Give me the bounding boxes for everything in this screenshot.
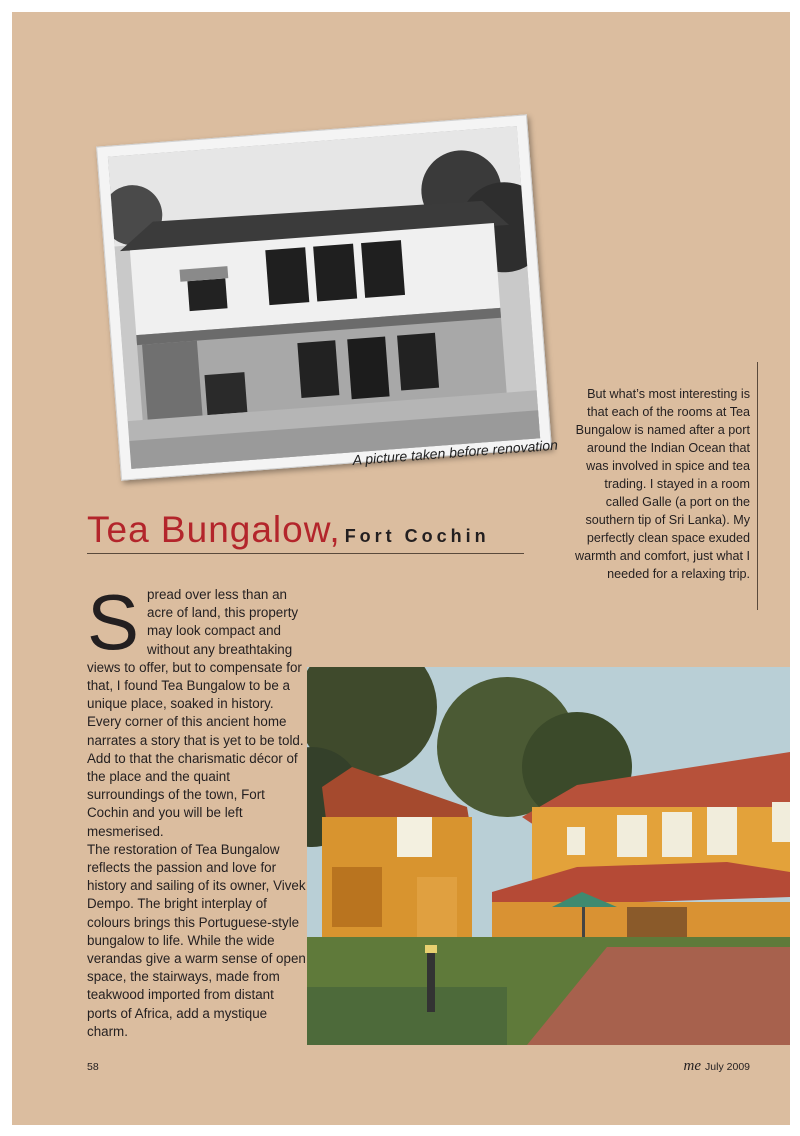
title-main: Tea Bungalow xyxy=(87,509,330,550)
renovated-bungalow-photo xyxy=(307,667,790,1045)
title-underline xyxy=(87,553,524,554)
old-bungalow-illustration xyxy=(108,126,540,469)
drop-cap: S xyxy=(87,578,140,666)
page-number: 58 xyxy=(87,1061,99,1073)
title-location: Fort Cochin xyxy=(344,526,490,546)
old-bungalow-photo-frame xyxy=(96,114,552,480)
side-column-text: But what’s most interesting is that each of the rooms at Tea Bungalow is named after a port around the Indian Ocean that was involved in spice and tea trading. I stayed in a room called Galle (a port on the southern tip of Sri Lanka). My perfectly clean space exuded warmth and comfort, just what I needed for a relaxing trip. xyxy=(575,387,750,581)
title-comma: , xyxy=(329,509,341,550)
photo-caption: A picture taken before renovation xyxy=(352,436,559,468)
issue-footer xyxy=(684,1058,750,1075)
old-bungalow-photo xyxy=(108,126,540,469)
magazine-mark: me xyxy=(683,1058,702,1074)
article-title xyxy=(87,509,490,551)
body-paragraph-1: pread over less than an acre of land, this property may look compact and without any breathtaking views to offer, but to compensate for that, I found Tea Bungalow to be a unique place, soaked in history. Every corner of this ancient home narrates a story that is yet to be told. Add to that the charismatic décor of the place and the quaint surroundings of the town, Fort Cochin and you will be left mesmerised. xyxy=(87,587,304,839)
issue-date: July 2009 xyxy=(705,1061,750,1073)
magazine-page xyxy=(12,12,790,1125)
side-column-rule xyxy=(757,362,758,610)
article-body xyxy=(87,578,307,1041)
body-paragraph-2: The restoration of Tea Bungalow reflects the passion and love for history and sailing of its owner, Vivek Dempo. The bright interplay of colours brings this Portuguese-style bungalow to life. While the wide verandas give a warm sense of open space, the stairways, made from teakwood imported from distant ports of Africa, add a mystique charm. xyxy=(87,841,306,1039)
renovated-bungalow-illustration xyxy=(307,667,790,1045)
